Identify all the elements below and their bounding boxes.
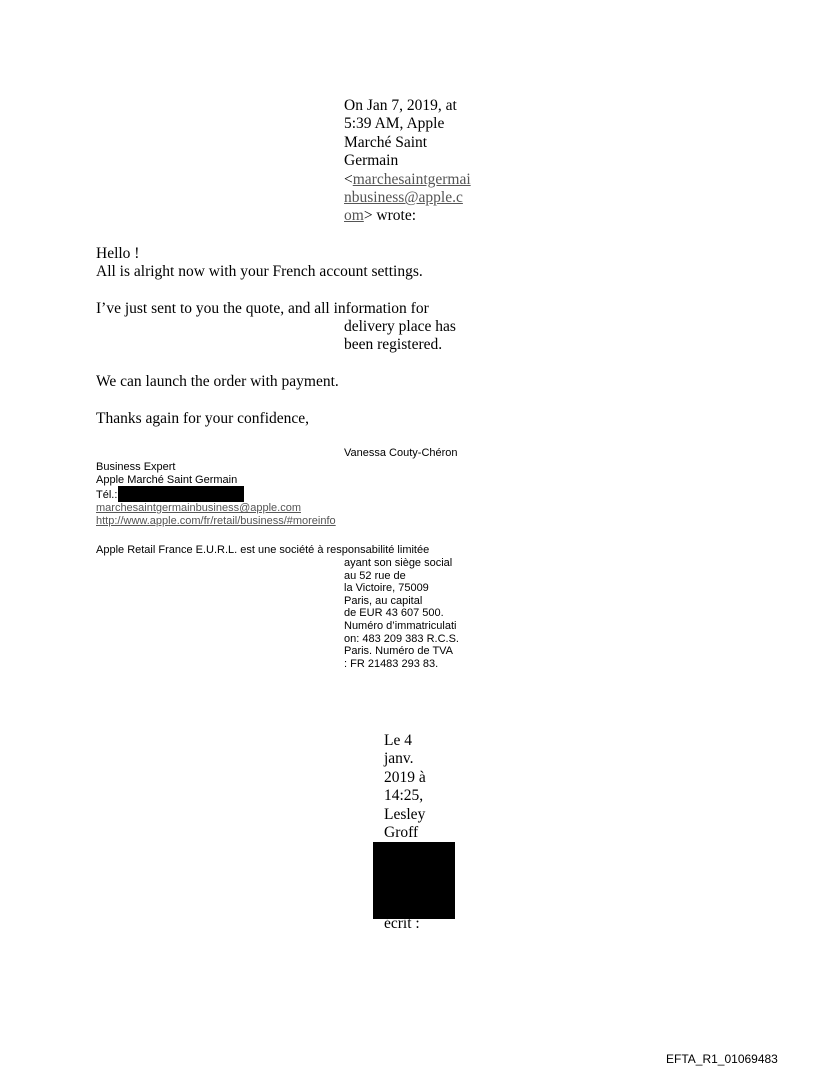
sender-name: Vanessa Couty-Chéron [344,447,458,459]
thanks-text: Thanks again for your confidence, [96,410,310,427]
legal-text: de EUR 43 607 500. [344,607,444,620]
phone-line [96,486,336,502]
reply-line: Groff [384,824,419,842]
signature-url-link[interactable]: http://www.apple.com/fr/retail/business/#moreinfo [96,514,336,527]
reply-line: Le 4 [384,732,412,749]
header-line: On Jan 7, 2019, at [344,97,457,114]
sender-email-link[interactable]: nbusiness@apple.c [344,189,463,207]
signature-block [96,461,336,527]
header-line: Marché Saint [344,133,428,151]
redacted-sender-email [373,842,455,919]
message-greeting [96,245,423,282]
document-id: EFTA_R1_01069483 [666,1052,778,1066]
header-email-line [344,189,471,207]
quote-continuation [344,318,456,355]
reply-line: écrit : [384,915,420,932]
sender-email-link[interactable]: om [344,207,364,225]
reply-header [344,97,471,226]
header-line: Germain [344,152,399,170]
reply-wrote [384,915,420,933]
header-email-line [344,171,471,189]
legal-text: ayant son siège social [344,557,453,569]
legal-text: Apple Retail France E.U.R.L. est une société à responsabilité limitée [96,544,430,556]
signature-name [344,447,458,460]
quote-text: delivery place has [344,318,456,335]
legal-text: la Victoire, 75009 [344,582,429,595]
email-open-bracket: < [344,170,353,188]
settings-text: All is alright now with your French account settings. [96,263,423,281]
phone-label: Tél.: [96,489,118,502]
sender-email-link[interactable]: marchesaintgermai [352,170,471,188]
launch-paragraph [96,373,339,391]
reply-line: janv. [384,750,414,768]
legal-text: Paris, au capital [344,594,423,607]
legal-text: Paris. Numéro de TVA [344,645,454,658]
redacted-phone [118,486,244,502]
quoted-reply-header [384,732,426,842]
quote-text: been registered. [344,336,443,354]
reply-line: 14:25, [384,787,424,805]
sender-store: Apple Marché Saint Germain [96,473,238,486]
header-line: 5:39 AM, Apple [344,115,445,133]
wrote-label: > wrote: [363,207,417,225]
legal-text: on: 483 209 383 R.C.S. [344,632,459,645]
greeting-text: Hello ! [96,245,140,262]
reply-line: Lesley [384,805,426,823]
signature-email-link[interactable]: marchesaintgermainbusiness@apple.com [96,502,301,515]
launch-text: We can launch the order with payment. [96,373,339,390]
legal-text: : FR 21483 293 83. [344,657,439,670]
reply-line: 2019 à [384,768,426,786]
thanks-paragraph [96,410,309,428]
quote-paragraph [96,300,429,318]
sender-title: Business Expert [96,461,176,473]
header-email-line [344,207,471,225]
legal-notice [96,544,429,557]
legal-text: au 52 rue de [344,569,406,582]
legal-notice-continuation [344,557,459,670]
legal-text: Numéro d’immatriculati [344,619,457,632]
quote-text: I’ve just sent to you the quote, and all information for [96,300,429,317]
